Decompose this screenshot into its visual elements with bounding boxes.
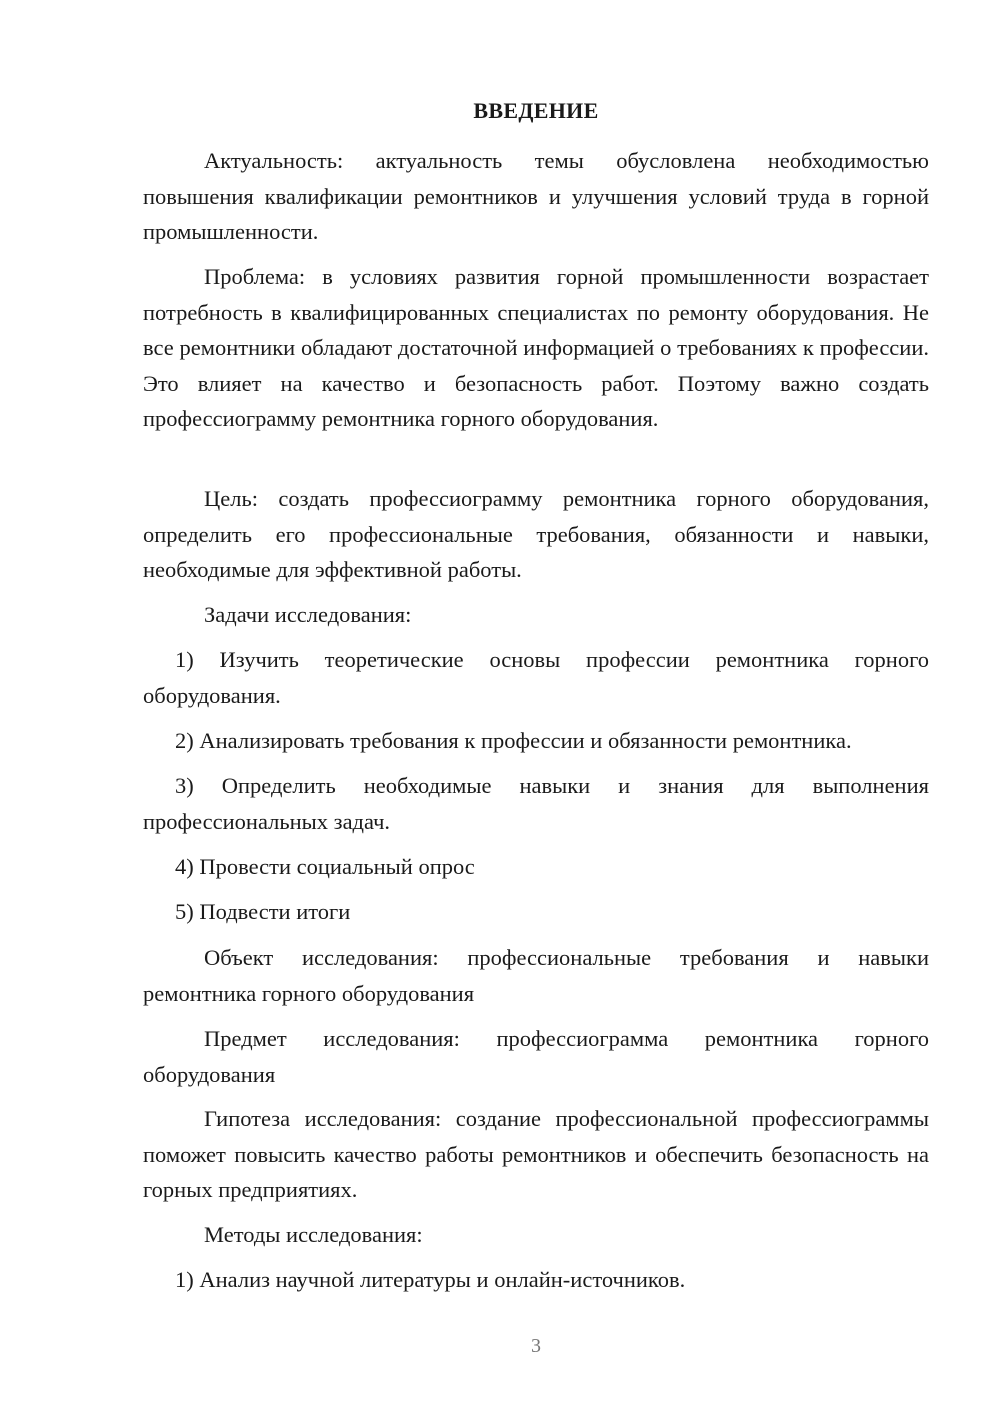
paragraph-methods-heading: Методы исследования: [204, 1222, 423, 1247]
section-title: ВВЕДЕНИЕ [473, 98, 599, 123]
paragraph-hypothesis: Гипотеза исследования: создание профессиональной профессиограммы поможет повысить качество работы ремонтников и обеспечить безопасность на горных предприятиях. [143, 1106, 929, 1202]
paragraph-problem: Проблема: в условиях развития горной промышленности возрастает потребность в квалифицированных специалистах по ремонту оборудования. Не все ремонтники обладают достаточной информацией о требованиях к профессии. Это влияет на качество и безопасность работ. Поэтому важно создать профессиограмму ремонтника горного оборудования. [143, 264, 929, 431]
paragraph-tasks-heading: Задачи исследования: [204, 602, 412, 627]
page-number: 3 [531, 1335, 541, 1357]
list-item-task-5: 5) Подвести итоги [175, 899, 351, 924]
list-item-task-2: 2) Анализировать требования к профессии и обязанности ремонтника. [175, 728, 852, 753]
list-item-task-3: 3) Определить необходимые навыки и знания для выполнения профессиональных задач. [143, 773, 929, 834]
list-item-method-1: 1) Анализ научной литературы и онлайн-источников. [175, 1267, 686, 1292]
paragraph-goal: Цель: создать профессиограмму ремонтника горного оборудования, определить его профессиональные требования, обязанности и навыки, необходимые для эффективной работы. [143, 486, 929, 582]
paragraph-relevance: Актуальность: актуальность темы обусловлена необходимостью повышения квалификации ремонтников и улучшения условий труда в горной промышленности. [143, 148, 929, 244]
list-item-task-1: 1) Изучить теоретические основы профессии ремонтника горного оборудования. [143, 647, 929, 708]
paragraph-object: Объект исследования: профессиональные требования и навыки ремонтника горного оборудования [143, 945, 929, 1006]
list-item-task-4: 4) Провести социальный опрос [175, 854, 475, 879]
paragraph-subject: Предмет исследования: профессиограмма ремонтника горного оборудования [143, 1026, 929, 1087]
